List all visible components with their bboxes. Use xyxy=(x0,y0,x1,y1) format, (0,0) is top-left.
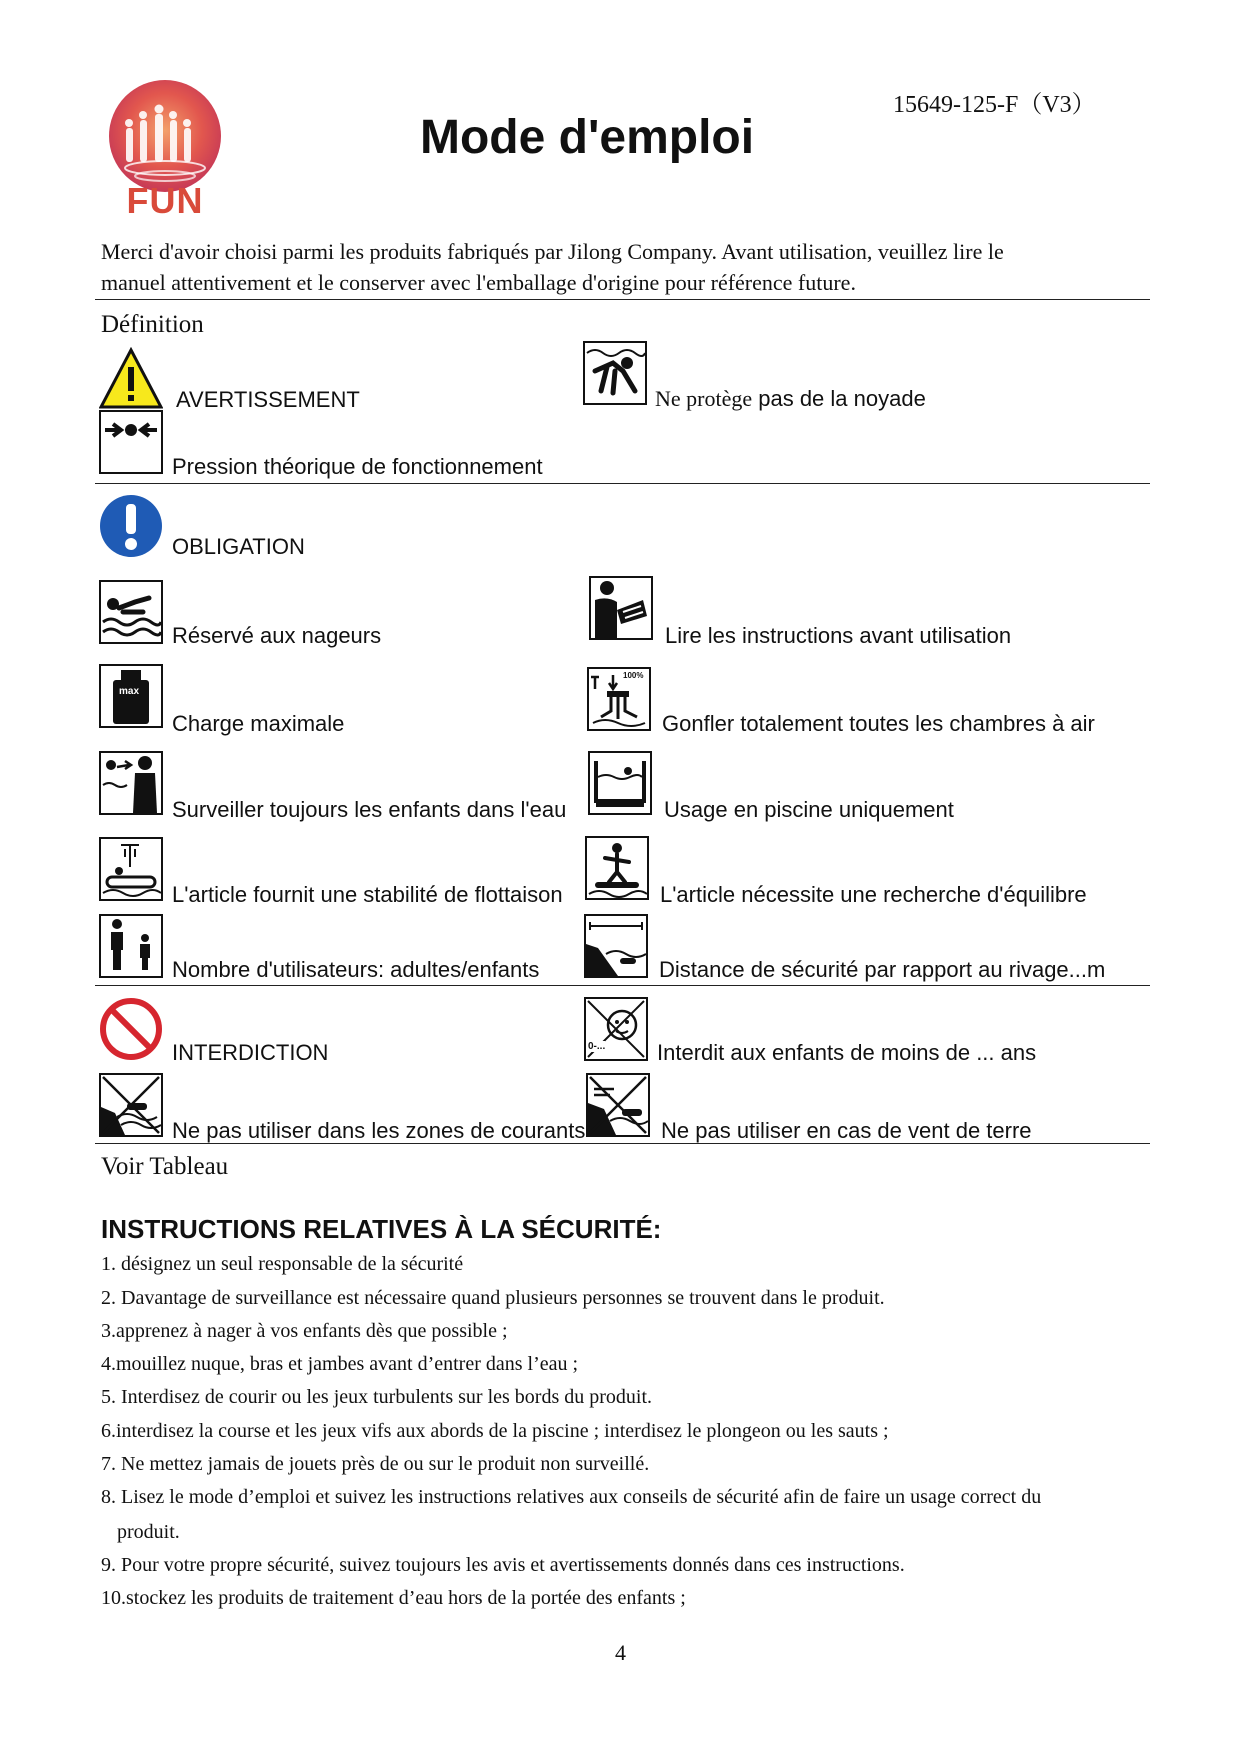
no-young-children-icon xyxy=(584,997,648,1061)
fun-logo xyxy=(100,78,230,226)
label-equilibre: L'article nécessite une recherche d'équilibre xyxy=(660,882,1087,907)
intro-line-1: Merci d'avoir choisi parmi les produits fabriqués par Jilong Company. Avant utilisation, veuillez lire le xyxy=(101,239,1004,264)
label-pression: Pression théorique de fonctionnement xyxy=(172,454,543,479)
label-distance: Distance de sécurité par rapport au rivage...m xyxy=(659,957,1106,982)
label-courants: Ne pas utiliser dans les zones de courants xyxy=(172,1118,586,1143)
document-code: 15649-125-F（V3） xyxy=(893,92,1096,118)
safety-item: 6.interdisez la course et les jeux vifs aux abords de la piscine ; interdisez le plongeon ou les sauts ; xyxy=(101,1420,889,1442)
label-gonfler: Gonfler totalement toutes les chambres à air xyxy=(662,711,1095,736)
inflate-chambers-icon xyxy=(587,667,651,731)
label-obligation: OBLIGATION xyxy=(172,534,305,559)
no-currents-icon xyxy=(99,1073,163,1137)
label-utilisateurs: Nombre d'utilisateurs: adultes/enfants xyxy=(172,957,540,982)
logo-text: FUN xyxy=(126,180,204,221)
label-no-drowning-sans: pas de la noyade xyxy=(752,386,926,411)
max-load-icon-text: max xyxy=(119,686,140,697)
interdiction-icon xyxy=(99,997,163,1061)
warning-icon xyxy=(99,347,163,411)
label-surveiller: Surveiller toujours les enfants dans l'eau xyxy=(172,797,567,822)
number-of-users-icon xyxy=(99,914,163,978)
label-vent: Ne pas utiliser en cas de vent de terre xyxy=(661,1118,1032,1143)
page-number: 4 xyxy=(615,1640,626,1665)
safety-item: 2. Davantage de surveillance est nécessaire quand plusieurs personnes se trouvent dans le produit. xyxy=(101,1287,885,1309)
swimmer-icon xyxy=(99,580,163,644)
safety-item: 5. Interdisez de courir ou les jeux turbulents sur les bords du produit. xyxy=(101,1386,652,1408)
page-title: Mode d'emploi xyxy=(420,111,755,164)
safety-item: 1. désignez un seul responsable de la sécurité xyxy=(101,1253,464,1275)
label-interdiction: INTERDICTION xyxy=(172,1040,329,1065)
safety-item: produit. xyxy=(117,1521,180,1543)
pressure-icon xyxy=(99,410,163,474)
distance-from-shore-icon xyxy=(584,914,648,978)
safety-item: 4.mouillez nuque, bras et jambes avant d’entrer dans l’eau ; xyxy=(101,1353,579,1375)
no-offshore-wind-icon xyxy=(586,1073,650,1137)
max-load-icon xyxy=(99,664,163,728)
supervise-children-icon xyxy=(99,751,163,815)
intro-line-2: manuel attentivement et le conserver avec l'emballage d'origine pour référence future. xyxy=(101,270,856,295)
label-no-drowning-serif: Ne protège xyxy=(655,386,753,411)
no-children-icon-text: 0-... xyxy=(588,1041,606,1052)
divider xyxy=(95,299,1150,300)
label-lire: Lire les instructions avant utilisation xyxy=(665,623,1012,648)
pool-only-icon xyxy=(588,751,652,815)
safety-heading: INSTRUCTIONS RELATIVES À LA SÉCURITÉ: xyxy=(101,1214,662,1244)
divider xyxy=(95,985,1150,986)
safety-item: 7. Ne mettez jamais de jouets près de ou sur le produit non surveillé. xyxy=(101,1453,650,1475)
label-avertissement: AVERTISSEMENT xyxy=(176,387,360,412)
balance-required-icon xyxy=(585,836,649,900)
definition-heading: Définition xyxy=(101,311,204,338)
divider xyxy=(95,1143,1150,1144)
read-instructions-icon xyxy=(589,576,653,640)
label-charge: Charge maximale xyxy=(172,711,345,736)
inflate-icon-text: 100% xyxy=(623,671,644,680)
obligation-icon xyxy=(99,494,163,558)
safety-item: 8. Lisez le mode d’emploi et suivez les instructions relatives aux conseils de sécurité afin de faire un usage correct du xyxy=(101,1486,1042,1508)
label-enfants-moins: Interdit aux enfants de moins de ... ans xyxy=(657,1040,1037,1065)
safety-item: 9. Pour votre propre sécurité, suivez toujours les avis et avertissements donnés dans ces instructions. xyxy=(101,1554,905,1576)
safety-item: 10.stockez les produits de traitement d’eau hors de la portée des enfants ; xyxy=(101,1587,686,1609)
safety-item: 3.apprenez à nager à vos enfants dès que possible ; xyxy=(101,1320,508,1342)
voir-tableau: Voir Tableau xyxy=(101,1153,229,1180)
label-piscine: Usage en piscine uniquement xyxy=(664,797,954,822)
flotation-stability-icon xyxy=(99,837,163,901)
divider xyxy=(95,483,1150,484)
label-no-drowning xyxy=(655,386,926,412)
no-drowning-protection-icon xyxy=(583,341,647,405)
label-nageurs: Réservé aux nageurs xyxy=(172,623,382,648)
label-stabilite: L'article fournit une stabilité de flottaison xyxy=(172,882,563,907)
